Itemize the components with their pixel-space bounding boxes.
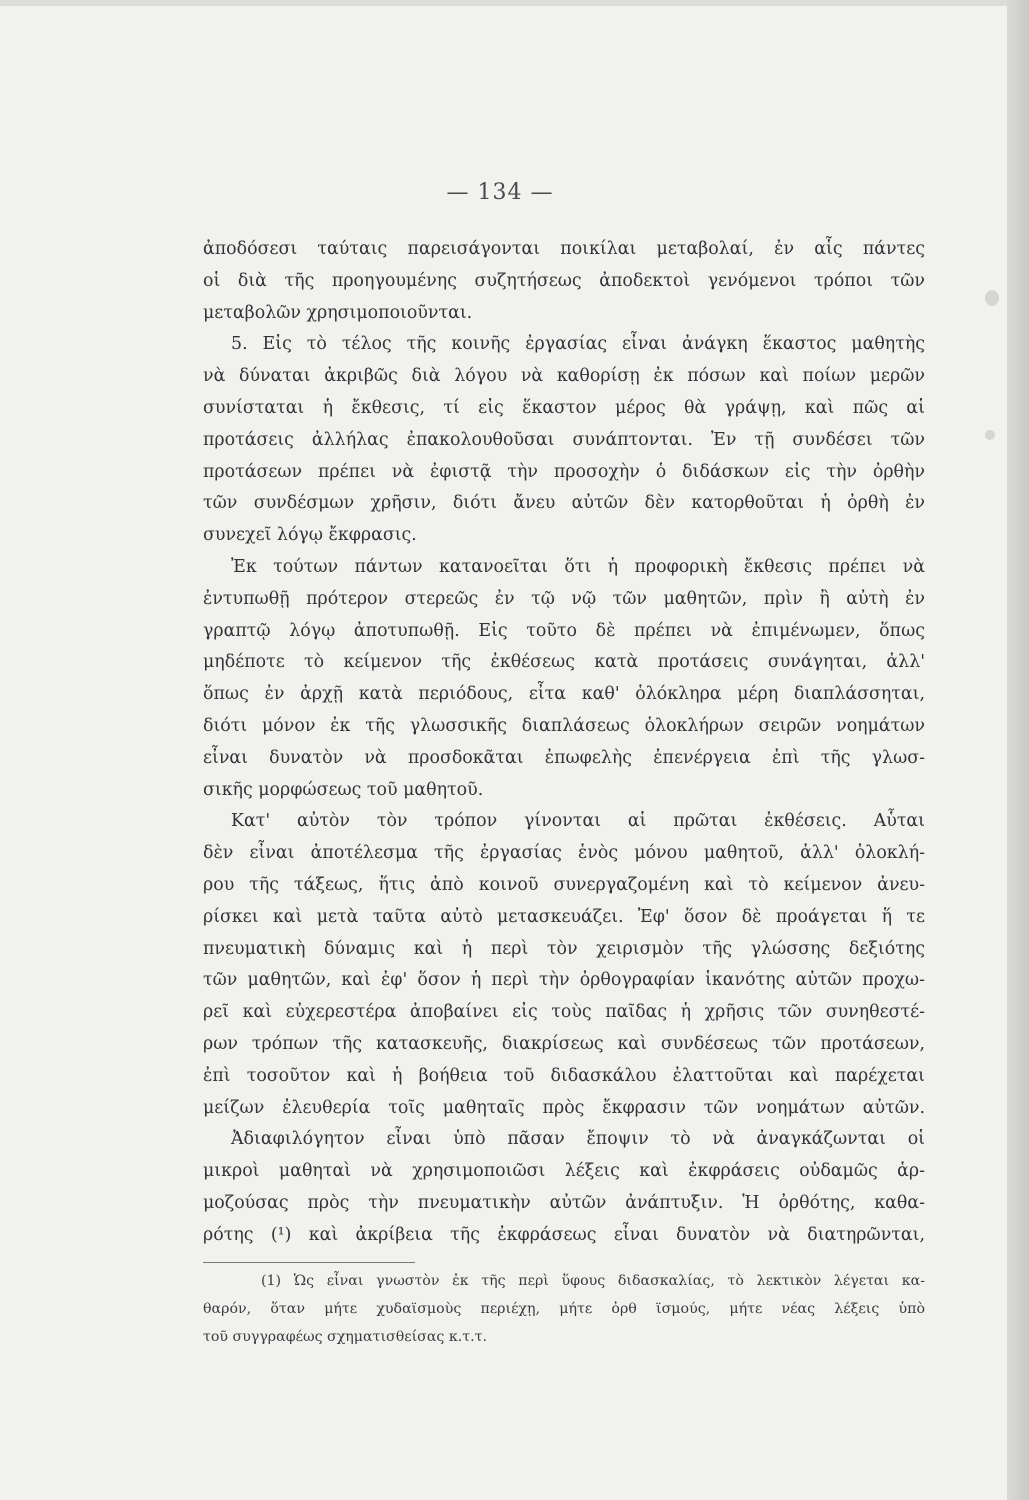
text-line: πνευματικὴ δύναμις καὶ ἡ περὶ τὸν χειρισμὸν τῆς γλώσσης δεξιότης <box>203 938 925 959</box>
text-line: προτάσεων πρέπει νὰ ἐφιστᾷ τὴν προσοχὴν ὁ διδάσκων εἰς τὴν ὀρθὴν <box>203 461 925 482</box>
footnote-line: (1) Ὡς εἶναι γνωστὸν ἐκ τῆς περὶ ὕφους διδασκαλίας, τὸ λεκτικὸν λέγεται κα- <box>261 1273 925 1289</box>
text-line: Ἀδιαφιλόγητον εἶναι ὑπὸ πᾶσαν ἔποψιν τὸ νὰ ἀναγκάζωνται οἱ <box>231 1129 925 1150</box>
text-line: ἀποδόσεσι ταύταις παρεισάγονται ποικίλαι μεταβολαί, ἐν αἷς πάντες <box>203 239 925 259</box>
text-line: συνίσταται ἡ ἔκθεσις, τί εἰς ἕκαστον μέρος θὰ γράψῃ, καὶ πῶς αἱ <box>203 397 925 418</box>
text-line: μεταβολῶν χρησιμοποιοῦνται. <box>203 302 473 323</box>
text-line: εἶναι δυνατὸν νὰ προσδοκᾶται ἐπωφελὴς ἐπενέργεια ἐπὶ τῆς γλωσ- <box>203 747 925 768</box>
footnote <box>203 1267 925 1351</box>
page-right-edge <box>1007 0 1029 1500</box>
text-line: διότι μόνον ἐκ τῆς γλωσσικῆς διαπλάσεως ὁλοκλήρων σειρῶν νοημάτων <box>203 715 925 736</box>
text-line: 5. Εἰς τὸ τέλος τῆς κοινῆς ἐργασίας εἶναι ἀνάγκη ἕκαστος μαθητὴς <box>231 334 925 355</box>
text-line: ἐντυπωθῇ πρότερον στερεῶς ἐν τῷ νῷ τῶν μαθητῶν, πρὶν ἢ αὐτὴ ἐν <box>203 588 925 609</box>
text-line: ρίσκει καὶ μετὰ ταῦτα αὐτὸ μετασκευάζει. Ἐφ' ὅσον δὲ προάγεται ἥ τε <box>203 906 925 927</box>
body-text <box>203 234 925 1252</box>
paper-spot <box>985 290 999 306</box>
text-line: ρου τῆς τάξεως, ἥτις ἀπὸ κοινοῦ συνεργαζομένη καὶ τὸ κείμενον ἀνευ- <box>203 874 925 895</box>
text-line: προτάσεις ἀλλήλας ἐπακολουθοῦσαι συνάπτονται. Ἐν τῇ συνδέσει τῶν <box>203 429 925 450</box>
text-line: οἱ διὰ τῆς προηγουμένης συζητήσεως ἀποδεκτοὶ γενόμενοι τρόποι τῶν <box>203 270 925 291</box>
text-line: ρεῖ καὶ εὐχερεστέρα ἀποβαίνει εἰς τοὺς παῖδας ἡ χρῆσις τῶν συνηθεστέ- <box>203 1002 925 1023</box>
footnote-separator <box>203 1262 415 1263</box>
text-line: Κατ' αὐτὸν τὸν τρόπον γίνονται αἱ πρῶται ἐκθέσεις. Αὗται <box>231 811 925 832</box>
text-line: μείζων ἐλευθερία τοῖς μαθηταῖς πρὸς ἔκφρασιν τῶν νοημάτων αὐτῶν. <box>203 1097 925 1118</box>
page-top-edge <box>0 0 1029 6</box>
text-line: μικροὶ μαθηταὶ νὰ χρησιμοποιῶσι λέξεις καὶ ἐκφράσεις οὐδαμῶς ἁρ- <box>203 1161 925 1182</box>
text-line: γραπτῷ λόγῳ ἀποτυπωθῇ. Εἰς τοῦτο δὲ πρέπει νὰ ἐπιμένωμεν, ὅπως <box>203 620 925 641</box>
text-line: Ἐκ τούτων πάντων κατανοεῖται ὅτι ἡ προφορικὴ ἔκθεσις πρέπει νὰ <box>231 556 925 577</box>
text-line: τῶν μαθητῶν, καὶ ἐφ' ὅσον ἡ περὶ τὴν ὀρθογραφίαν ἱκανότης αὐτῶν προχω- <box>203 970 925 991</box>
text-line: δὲν εἶναι ἀποτέλεσμα τῆς ἐργασίας ἑνὸς μόνου μαθητοῦ, ἀλλ' ὁλοκλή- <box>203 843 925 864</box>
page-number: — 134 — <box>446 180 554 205</box>
text-line: τῶν συνδέσμων χρῆσιν, διότι ἄνευ αὐτῶν δὲν κατορθοῦται ἡ ὀρθὴ ἐν <box>203 493 925 514</box>
text-line: μηδέποτε τὸ κείμενον τῆς ἐκθέσεως κατὰ προτάσεις συνάγηται, ἀλλ' <box>203 652 925 673</box>
text-line: μοζούσας πρὸς τὴν πνευματικὴν αὐτῶν ἀνάπτυξιν. Ἡ ὀρθότης, καθα- <box>203 1192 925 1213</box>
text-line: ἐπὶ τοσοῦτον καὶ ἡ βοήθεια τοῦ διδασκάλου ἐλαττοῦται καὶ παρέχεται <box>203 1065 925 1086</box>
text-line: ὅπως ἐν ἀρχῇ κατὰ περιόδους, εἶτα καθ' ὁλόκληρα μέρη διαπλάσσηται, <box>203 684 925 705</box>
text-line: νὰ δύναται ἀκριβῶς διὰ λόγου νὰ καθορίσῃ ἐκ πόσων καὶ ποίων μερῶν <box>203 366 925 387</box>
footnote-line: τοῦ συγγραφέως σχηματισθείσας κ.τ.τ. <box>203 1329 487 1345</box>
text-line: ρων τρόπων τῆς κατασκευῆς, διακρίσεως καὶ συνδέσεως τῶν προτάσεων, <box>203 1033 925 1054</box>
text-line: σικῆς μορφώσεως τοῦ μαθητοῦ. <box>203 779 484 800</box>
footnote-line: θαρόν, ὅταν μήτε χυδαϊσμοὺς περιέχῃ, μήτε ὀρθ ϊσμούς, μήτε νέας λέξεις ὑπὸ <box>203 1301 925 1317</box>
paper-spot <box>985 430 995 440</box>
text-line: ρότης (¹) καὶ ἀκρίβεια τῆς ἐκφράσεως εἶναι δυνατὸν νὰ διατηρῶνται, <box>203 1224 925 1245</box>
text-line: συνεχεῖ λόγῳ ἔκφρασις. <box>203 525 417 546</box>
